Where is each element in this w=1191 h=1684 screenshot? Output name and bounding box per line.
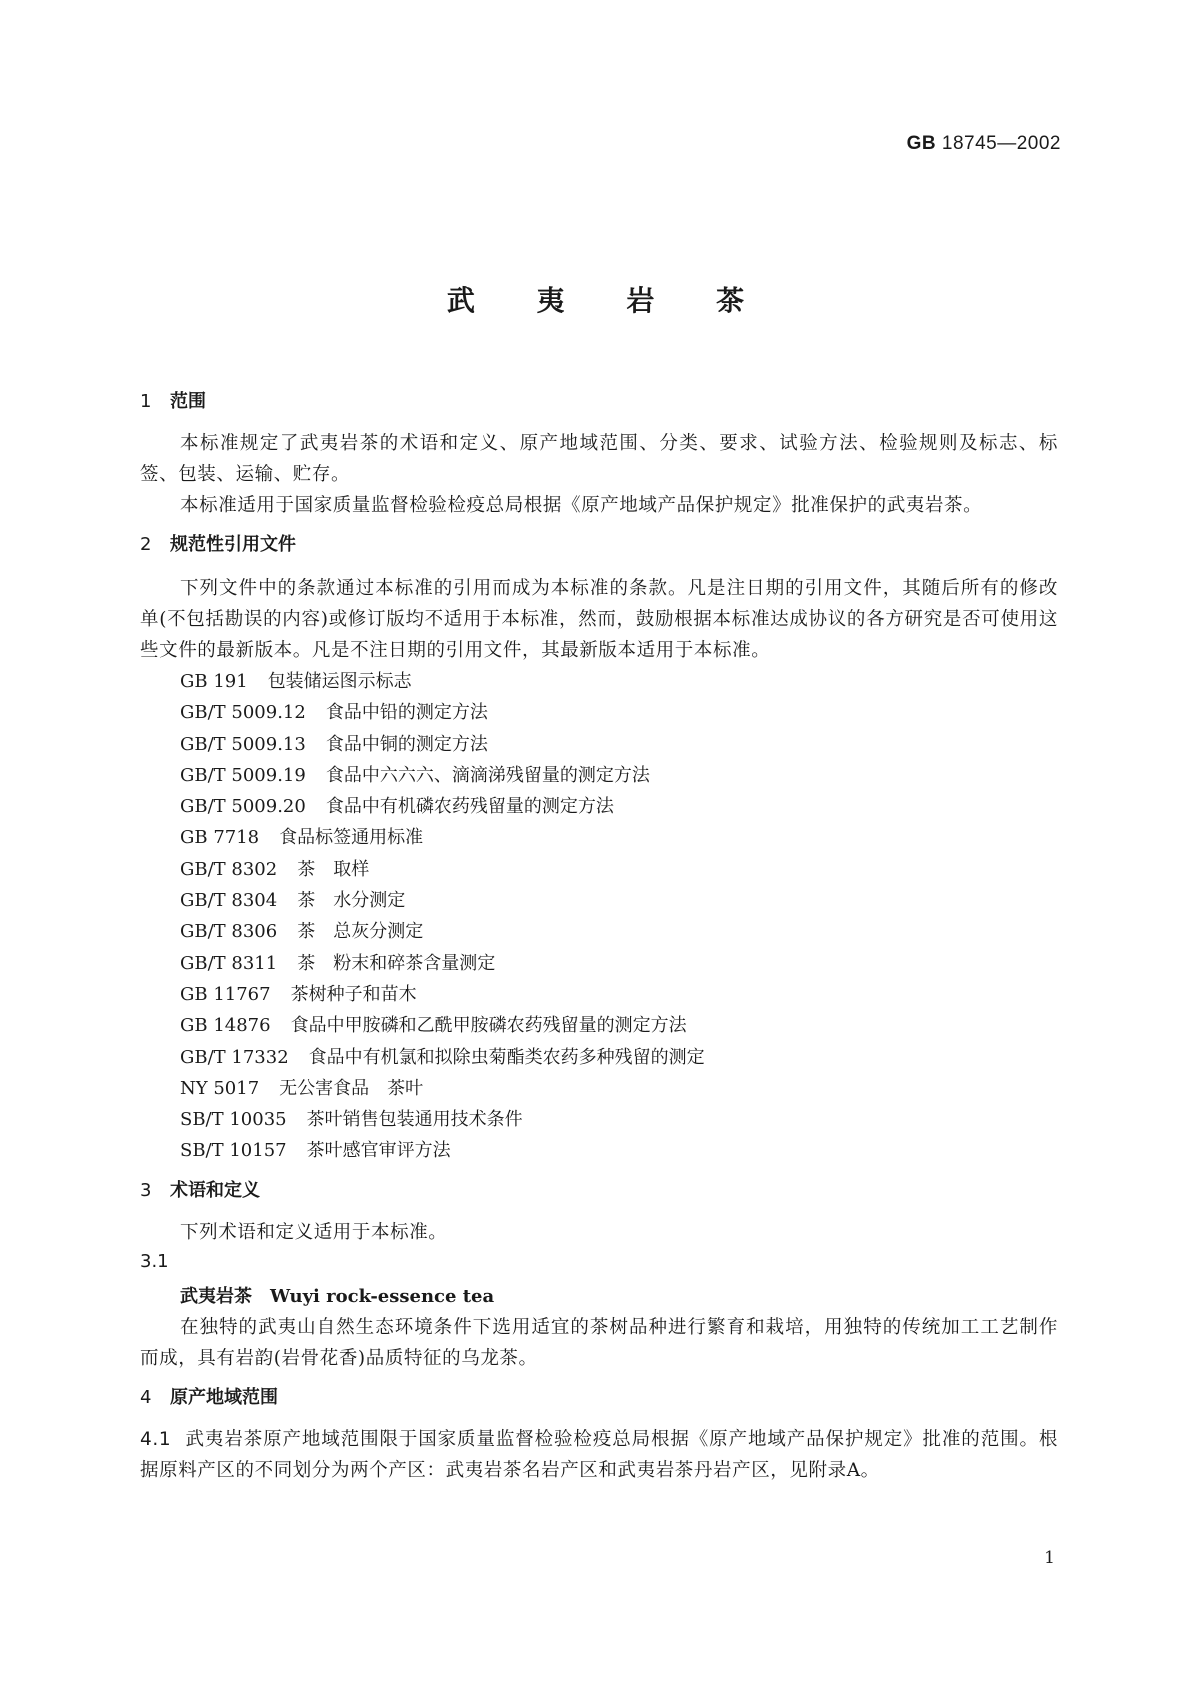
term-number: 3.1 bbox=[140, 1250, 169, 1272]
reference-item: GB/T 8306 茶 总灰分测定 bbox=[180, 921, 424, 943]
references-intro: 下列文件中的条款通过本标准的引用而成为本标准的条款。凡是注日期的引用文件，其随后所有的修改单(不包括勘误的内容)或修订版均不适用于本标准，然而，鼓励根据本标准达成协议的各方研究是否可使用这些文件的最新版本。凡是不注日期的引用文件，其最新版本适用于本标准。 bbox=[140, 578, 1058, 661]
section-heading-terms: 3 术语和定义 bbox=[140, 1179, 260, 1201]
clause-number: 4.1 bbox=[140, 1428, 172, 1450]
clause-text: 武夷岩茶原产地域范围限于国家质量监督检验检疫总局根据《原产地域产品保护规定》批准的范围。根据原料产区的不同划分为两个产区：武夷岩茶名岩产区和武夷岩茶丹岩产区，见附录A。 bbox=[140, 1428, 1058, 1481]
section-heading-origin: 4 原产地域范围 bbox=[140, 1386, 278, 1408]
reference-item: SB/T 10035 茶叶销售包装通用技术条件 bbox=[180, 1109, 523, 1131]
reference-item: SB/T 10157 茶叶感官审评方法 bbox=[180, 1140, 451, 1162]
reference-item: GB/T 5009.19 食品中六六六、滴滴涕残留量的测定方法 bbox=[180, 764, 650, 786]
origin-clause bbox=[140, 1424, 1058, 1486]
reference-item: GB/T 8304 茶 水分测定 bbox=[180, 890, 406, 912]
reference-item: GB/T 8311 茶 粉末和碎茶含量测定 bbox=[180, 952, 496, 974]
term-definition: 在独特的武夷山自然生态环境条件下选用适宜的茶树品种进行繁育和栽培，用独特的传统加工工艺制作而成，具有岩韵(岩骨花香)品质特征的乌龙茶。 bbox=[140, 1316, 1058, 1369]
reference-item: GB/T 5009.20 食品中有机磷农药残留量的测定方法 bbox=[180, 796, 614, 818]
section-heading-references: 2 规范性引用文件 bbox=[140, 534, 296, 555]
document-body bbox=[140, 390, 1058, 1486]
reference-item: NY 5017 无公害食品 茶叶 bbox=[180, 1077, 424, 1099]
standard-prefix: GB bbox=[906, 133, 937, 154]
reference-item: GB/T 17332 食品中有机氯和拟除虫菊酯类农药多种残留的测定 bbox=[180, 1046, 705, 1068]
term-entry bbox=[140, 1282, 1058, 1312]
reference-item: GB 7718 食品标签通用标准 bbox=[180, 827, 424, 849]
standard-number: 18745—2002 bbox=[941, 133, 1061, 154]
terms-intro: 下列术语和定义适用于本标准。 bbox=[180, 1221, 448, 1243]
standard-code bbox=[907, 133, 1061, 155]
page-number: 1 bbox=[1044, 1548, 1055, 1568]
scope-paragraph-2: 本标准适用于国家质量监督检验检疫总局根据《原产地域产品保护规定》批准保护的武夷岩茶。 bbox=[180, 495, 983, 516]
reference-item: GB/T 5009.13 食品中铜的测定方法 bbox=[180, 733, 488, 755]
document-title: 武 夷 岩 茶 bbox=[446, 284, 771, 317]
reference-item: GB/T 5009.12 食品中铅的测定方法 bbox=[180, 702, 488, 724]
reference-item: GB 14876 食品中甲胺磷和乙酰甲胺磷农药残留量的测定方法 bbox=[180, 1015, 687, 1037]
scope-paragraph-1: 本标准规定了武夷岩茶的术语和定义、原产地域范围、分类、要求、试验方法、检验规则及标志、标签、包装、运输、贮存。 bbox=[140, 433, 1058, 485]
section-heading-scope: 1 范围 bbox=[140, 391, 206, 412]
term-chinese: 武夷岩茶 bbox=[180, 1285, 252, 1307]
reference-item: GB/T 8302 茶 取样 bbox=[180, 858, 370, 880]
reference-item: GB 11767 茶树种子和苗木 bbox=[180, 983, 417, 1005]
term-english: Wuyi rock-essence tea bbox=[270, 1285, 495, 1307]
reference-list bbox=[140, 666, 1058, 1167]
reference-item: GB 191 包装储运图示标志 bbox=[180, 671, 412, 692]
